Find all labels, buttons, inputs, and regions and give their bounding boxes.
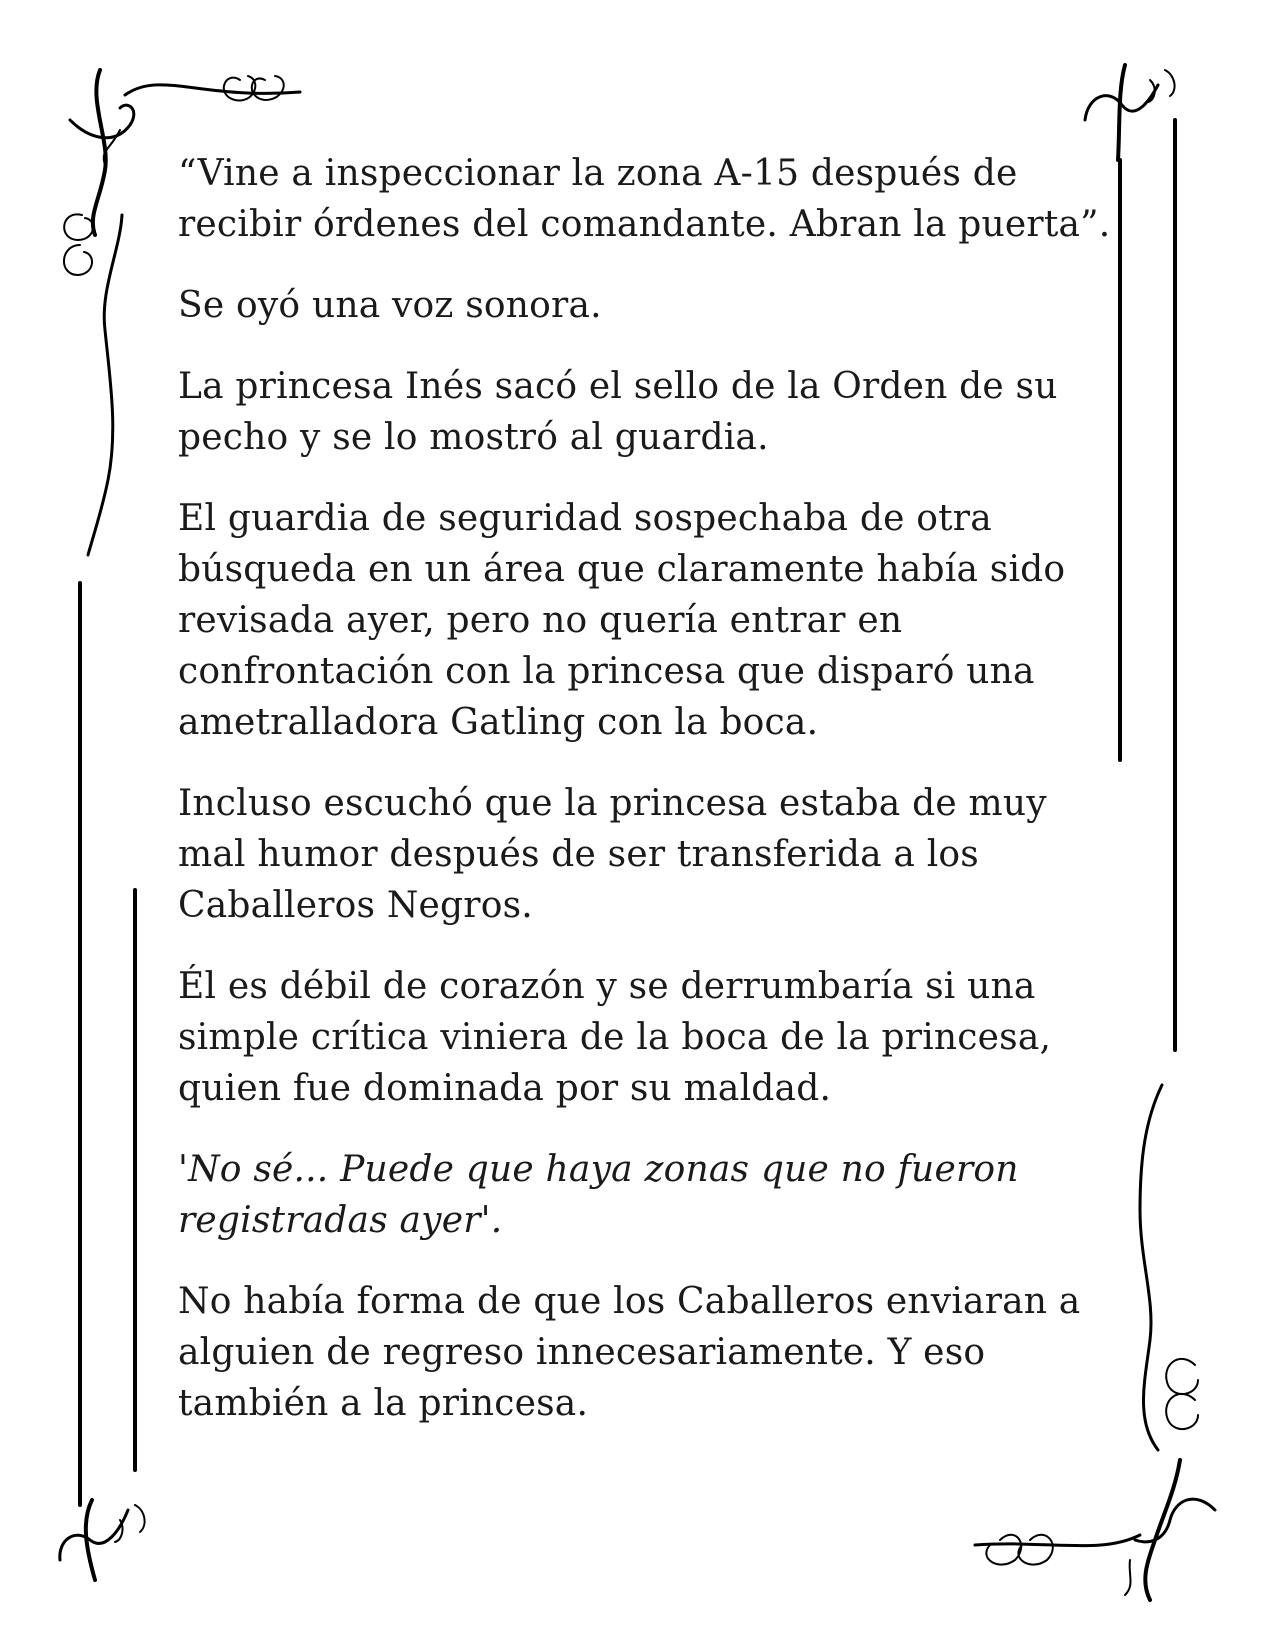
- top-right-flourish: [1085, 65, 1175, 160]
- bottom-left-flourish: [60, 1500, 145, 1580]
- paragraph: La princesa Inés sacó el sello de la Orden de su pecho y se lo mostró al guardia.: [178, 366, 1058, 458]
- thought-paragraph: 'No sé... Puede que haya zonas que no fueron registradas ayer'.: [178, 1149, 1019, 1241]
- page-body: [178, 148, 1118, 1459]
- paragraph: Incluso escuchó que la princesa estaba de muy mal humor después de ser transferida a los Caballeros Negros.: [178, 783, 1047, 926]
- paragraph: “Vine a inspeccionar la zona A-15 después de recibir órdenes del comandante. Abran la puerta”.: [178, 153, 1111, 245]
- paragraph: No había forma de que los Caballeros enviaran a alguien de regreso innecesariamente. Y eso también a la princesa.: [178, 1281, 1081, 1424]
- paragraph: Él es débil de corazón y se derrumbaría si una simple crítica viniera de la boca de la princesa, quien fue dominada por su maldad.: [178, 966, 1052, 1109]
- paragraph: Se oyó una voz sonora.: [178, 285, 602, 326]
- paragraph: El guardia de seguridad sospechaba de otra búsqueda en un área que claramente había sido revisada ayer, pero no quería entrar en confrontación con la princesa que disparó una ametralladora Gatling con la boca.: [178, 498, 1066, 743]
